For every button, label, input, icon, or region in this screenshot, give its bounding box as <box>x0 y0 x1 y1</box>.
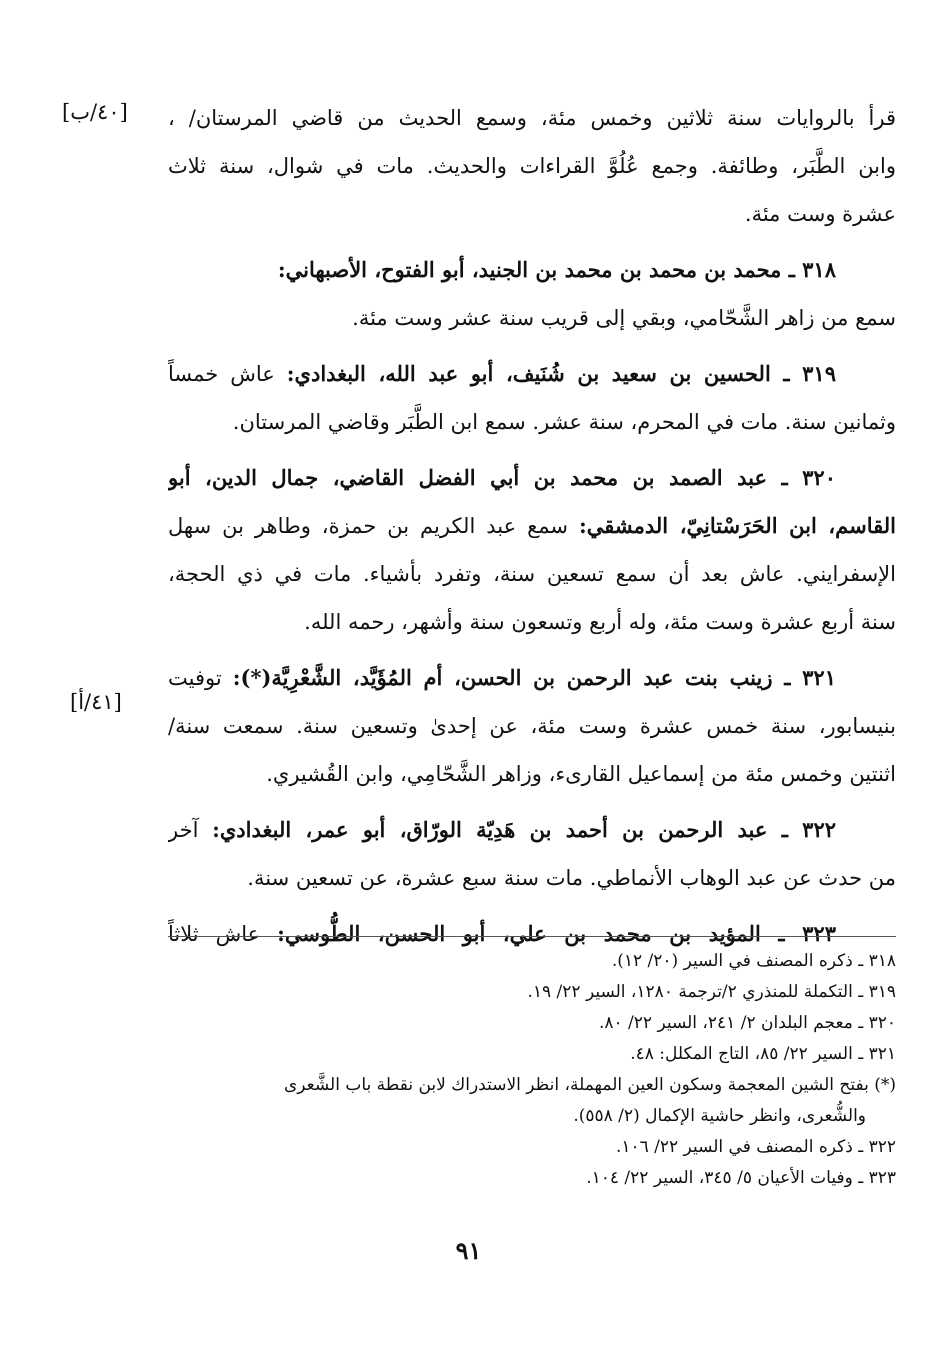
footnote: ٣١٨ ـ ذكره المصنف في السير (٢٠/ ١٢). <box>611 951 896 971</box>
text-line: سمع من زاهر الشَّحّامي، وبقي إلى قريب سنة عشر وست مئة. <box>352 306 896 330</box>
entry-320 <box>168 454 896 646</box>
text-line: بنيسابور، سنة خمس عشرة وست مئة، عن إحدىٰ وتسعين سنة. سمعت سنة/ <box>168 714 896 738</box>
heading-continuation: عاش ثلاثاً <box>168 922 278 946</box>
folio-marker: [٤٠/ب] <box>62 100 128 124</box>
text-line: سنة أربع عشرة وست مئة، وله أربع وتسعون سنة وأشهر، رحمه الله. <box>304 610 896 634</box>
footnote: ٣٢٠ ـ معجم البلدان ٢/ ٢٤١، السير ٢٢/ ٨٠. <box>598 1013 896 1033</box>
main-text <box>168 94 896 966</box>
folio-marker: [٤١/أ] <box>70 690 122 714</box>
entry-heading: ٣٢٠ ـ عبد الصمد بن محمد بن أبي الفضل القاضي، جمال الدين، أبو <box>168 465 836 490</box>
footnote: ٣٢١ ـ السير ٢٢/ ٨٥، التاج المكلل: ٤٨. <box>630 1044 896 1064</box>
footnote: والشُّعرى، وانظر حاشية الإكمال (٢/ ٥٥٨). <box>573 1106 866 1126</box>
entry-heading: ٣٢١ ـ زينب بنت عبد الرحمن بن الحسن، أم المُؤَيَّد، الشَّعْرِيَّة(*): <box>232 665 836 690</box>
text-line: اثنتين وخمس مئة من إسماعيل القارىء، وزاهر الشَّحّامِي، وابن القُشيري. <box>266 762 896 786</box>
footnotes <box>168 946 896 1194</box>
entry-heading-line <box>168 654 896 702</box>
text-line: وثمانين سنة. مات في المحرم، سنة عشر. سمع ابن الطَّبَر وقاضي المرستان. <box>232 410 896 434</box>
entry-321 <box>168 654 896 798</box>
heading-continuation: عاش خمساً <box>168 362 287 386</box>
footnote: ٣١٩ ـ التكملة للمنذري ٢/ترجمة ١٢٨٠، السير ٢٢/ ١٩. <box>527 982 896 1002</box>
text-line: الإسفرايني. عاش بعد أن سمع تسعين سنة، وتفرد بأشياء. مات في ذي الحجة، <box>168 562 896 586</box>
footnote: (*) بفتح الشين المعجمة وسكون العين المهملة، انظر الاستدراك لابن نقطة باب الشَّعرى <box>283 1075 896 1095</box>
entry-heading-line <box>168 806 896 854</box>
text-line: قرأ بالروايات سنة ثلاثين وخمس مئة، وسمع الحديث من قاضي المرستان/ ، <box>168 106 896 130</box>
entry-heading-line <box>168 502 896 550</box>
entry-heading: ٣١٩ ـ الحسين بن سعيد بن شُنَيف، أبو عبد الله، البغدادي: <box>286 361 836 386</box>
page-number: ٩١ <box>455 1236 482 1265</box>
heading-continuation: آخر <box>168 818 213 842</box>
entry-heading-line <box>168 350 896 398</box>
text-line: من حدث عن عبد الوهاب الأنماطي. مات سنة سبع عشرة، عن تسعين سنة. <box>247 866 896 890</box>
footnote-divider <box>168 936 896 937</box>
entry-heading: ٣١٨ ـ محمد بن محمد بن محمد بن الجنيد، أبو الفتوح، الأصبهاني: <box>277 257 836 282</box>
entry-heading: ٣٢٢ ـ عبد الرحمن بن أحمد بن هَدِيّة الورّاق، أبو عمر، البغدادي: <box>212 817 837 842</box>
entry-continuation <box>168 94 896 238</box>
footnote: ٣٢٣ ـ وفيات الأعيان ٥/ ٣٤٥، السير ٢٢/ ١٠٤. <box>586 1168 896 1188</box>
text-line: وابن الطَّبَر، وطائفة. وجمع عُلُوَّ القراءات والحديث. مات في شوال، سنة ثلاث <box>168 154 896 178</box>
heading-continuation: سمع عبد الكريم بن حمزة، وطاهر بن سهل <box>168 514 579 538</box>
entry-322 <box>168 806 896 902</box>
text-line: عشرة وست مئة. <box>744 202 896 226</box>
heading-continuation: توفيت <box>168 666 233 690</box>
footnote: ٣٢٢ ـ ذكره المصنف في السير ٢٢/ ١٠٦. <box>615 1137 896 1157</box>
entry-heading: ٣٢٣ ـ المؤيد بن محمد بن علي، أبو الحسن، الطُّوسي: <box>277 921 836 946</box>
entry-319 <box>168 350 896 446</box>
entry-heading-cont: القاسم، ابن الحَرَسْتانِيّ، الدمشقي: <box>578 513 896 538</box>
entry-318 <box>168 246 896 342</box>
